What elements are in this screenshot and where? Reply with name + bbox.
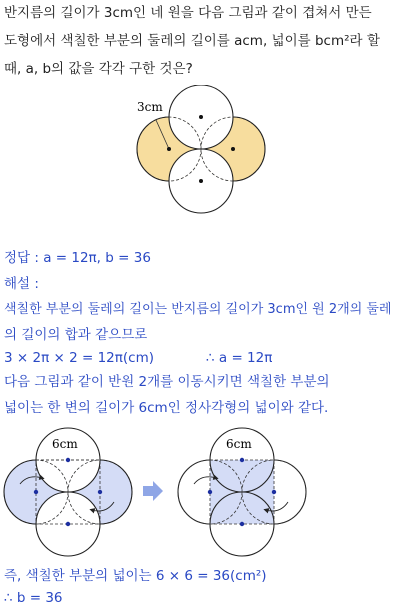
question-figure-label: 3cm: [137, 100, 163, 114]
answer-line-4: 의 길이의 합과 같으므로: [4, 327, 148, 343]
question-figure: [0, 85, 400, 225]
solution-left-label: 6cm: [52, 437, 78, 451]
answer-line-1: 정답 : a = 12π, b = 36: [4, 250, 151, 266]
solution-right-label: 6cm: [226, 437, 252, 451]
answer-line-8: 즉, 색칠한 부분의 넓이는 6 × 6 = 36(cm²): [4, 568, 267, 584]
solution-figure-right: [178, 428, 306, 556]
answer-line-7: 넓이는 한 변의 길이가 6cm인 정사각형의 넓이와 같다.: [4, 400, 329, 416]
transform-arrow: [143, 481, 163, 501]
solution-figures: [0, 422, 400, 567]
question-line-3: 때, a, b의 값을 각각 구한 것은?: [4, 61, 193, 77]
answer-line-9: ∴ b = 36: [4, 590, 63, 606]
solution-figure-left: [4, 428, 132, 556]
question-line-1: 반지름의 길이가 3cm인 네 원을 다음 그림과 같이 겹쳐서 만든: [4, 5, 372, 21]
answer-line-5-left: 3 × 2π × 2 = 12π(cm): [4, 350, 154, 366]
answer-line-2: 해설 :: [4, 276, 39, 292]
answer-line-3: 색칠한 부분의 둘레의 길이는 반지름의 길이가 3cm인 원 2개의 둘레: [4, 302, 392, 317]
question-line-2: 도형에서 색칠한 부분의 둘레의 길이를 acm, 넓이를 bcm²라 할: [4, 33, 380, 49]
answer-line-5-right: ∴ a = 12π: [206, 350, 273, 366]
answer-line-6: 다음 그림과 같이 반원 2개를 이동시키면 색칠한 부분의: [4, 374, 330, 390]
